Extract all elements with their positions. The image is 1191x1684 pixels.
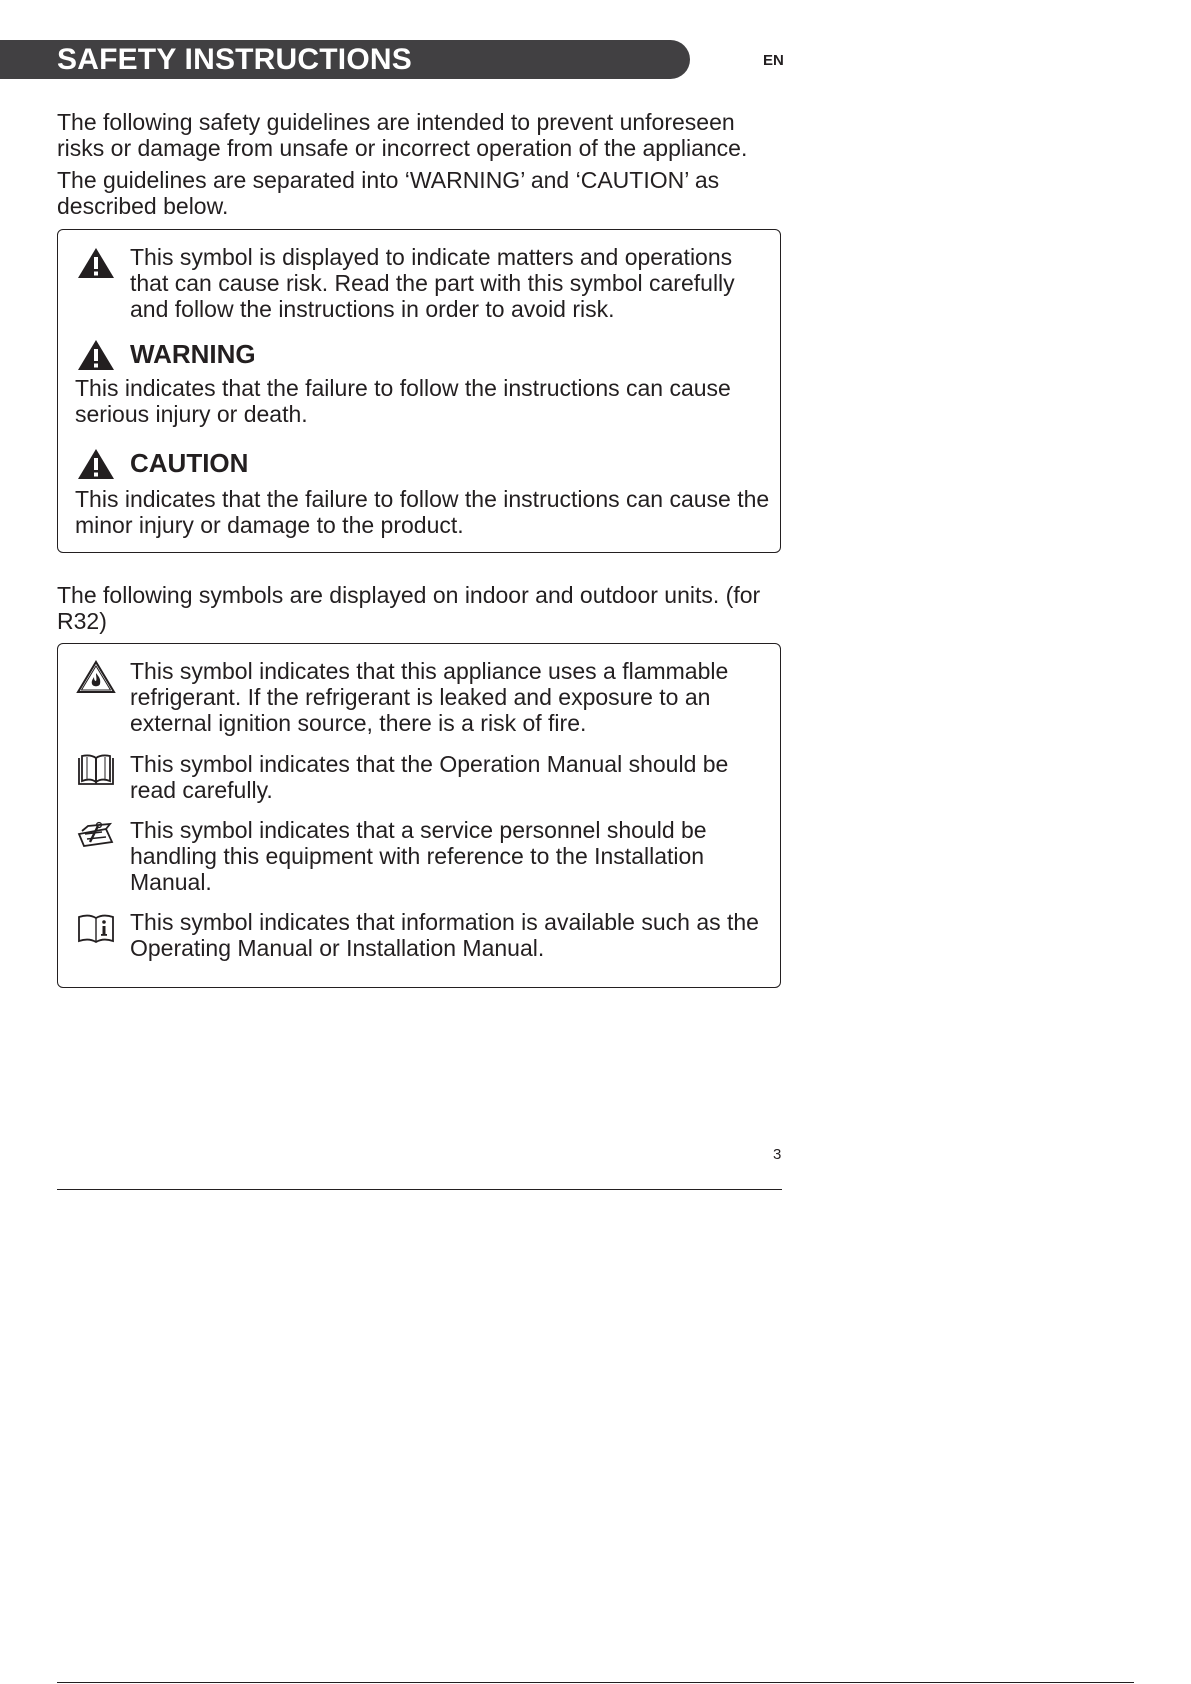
warning-triangle-icon <box>76 246 116 280</box>
intro-paragraph-1: The following safety guidelines are intended to prevent unforeseen risks or damage from unsafe or incorrect operation of the appliance. <box>57 109 748 161</box>
caution-description: This indicates that the failure to follow the instructions can cause the minor injury or damage to the product. <box>75 486 770 538</box>
page-title: SAFETY INSTRUCTIONS <box>57 43 412 76</box>
operation-manual-symbol-text: This symbol indicates that the Operation Manual should be read carefully. <box>130 751 729 803</box>
language-tag: EN <box>763 52 784 69</box>
flammable-warning-icon <box>76 660 116 694</box>
information-symbol-text: This symbol indicates that information is available such as the Operating Manual or Installation Manual. <box>130 909 759 961</box>
installation-manual-symbol-text: This symbol indicates that a service personnel should be handling this equipment with reference to the Installation Manual. <box>130 817 707 895</box>
section-header-bar <box>0 40 690 79</box>
flammable-symbol-text: This symbol indicates that this appliance uses a flammable refrigerant. If the refrigerant is leaked and exposure to an external ignition source, there is a risk of fire. <box>130 658 729 736</box>
page-bottom-divider <box>57 1682 1134 1683</box>
intro-paragraph-2: The guidelines are separated into ‘WARNING’ and ‘CAUTION’ as described below. <box>57 167 720 219</box>
footer-divider <box>57 1189 782 1190</box>
caution-heading: CAUTION <box>130 448 249 478</box>
warning-description: This indicates that the failure to follow the instructions can cause serious injury or death. <box>75 375 731 427</box>
alert-definitions-box <box>57 229 781 553</box>
open-manual-icon <box>76 754 116 788</box>
info-manual-icon <box>76 912 116 946</box>
warning-heading: WARNING <box>130 339 256 369</box>
caution-triangle-icon <box>76 447 116 481</box>
service-manual-icon <box>76 820 116 854</box>
symbols-intro: The following symbols are displayed on indoor and outdoor units. (for R32) <box>57 582 761 634</box>
unit-symbols-box <box>57 643 781 988</box>
page-number: 3 <box>773 1146 782 1163</box>
alert-symbol-description: This symbol is displayed to indicate matters and operations that can cause risk. Read the part with this symbol carefully and follow the instructions in order to avoid risk. <box>130 244 735 322</box>
warning-triangle-icon <box>76 338 116 372</box>
